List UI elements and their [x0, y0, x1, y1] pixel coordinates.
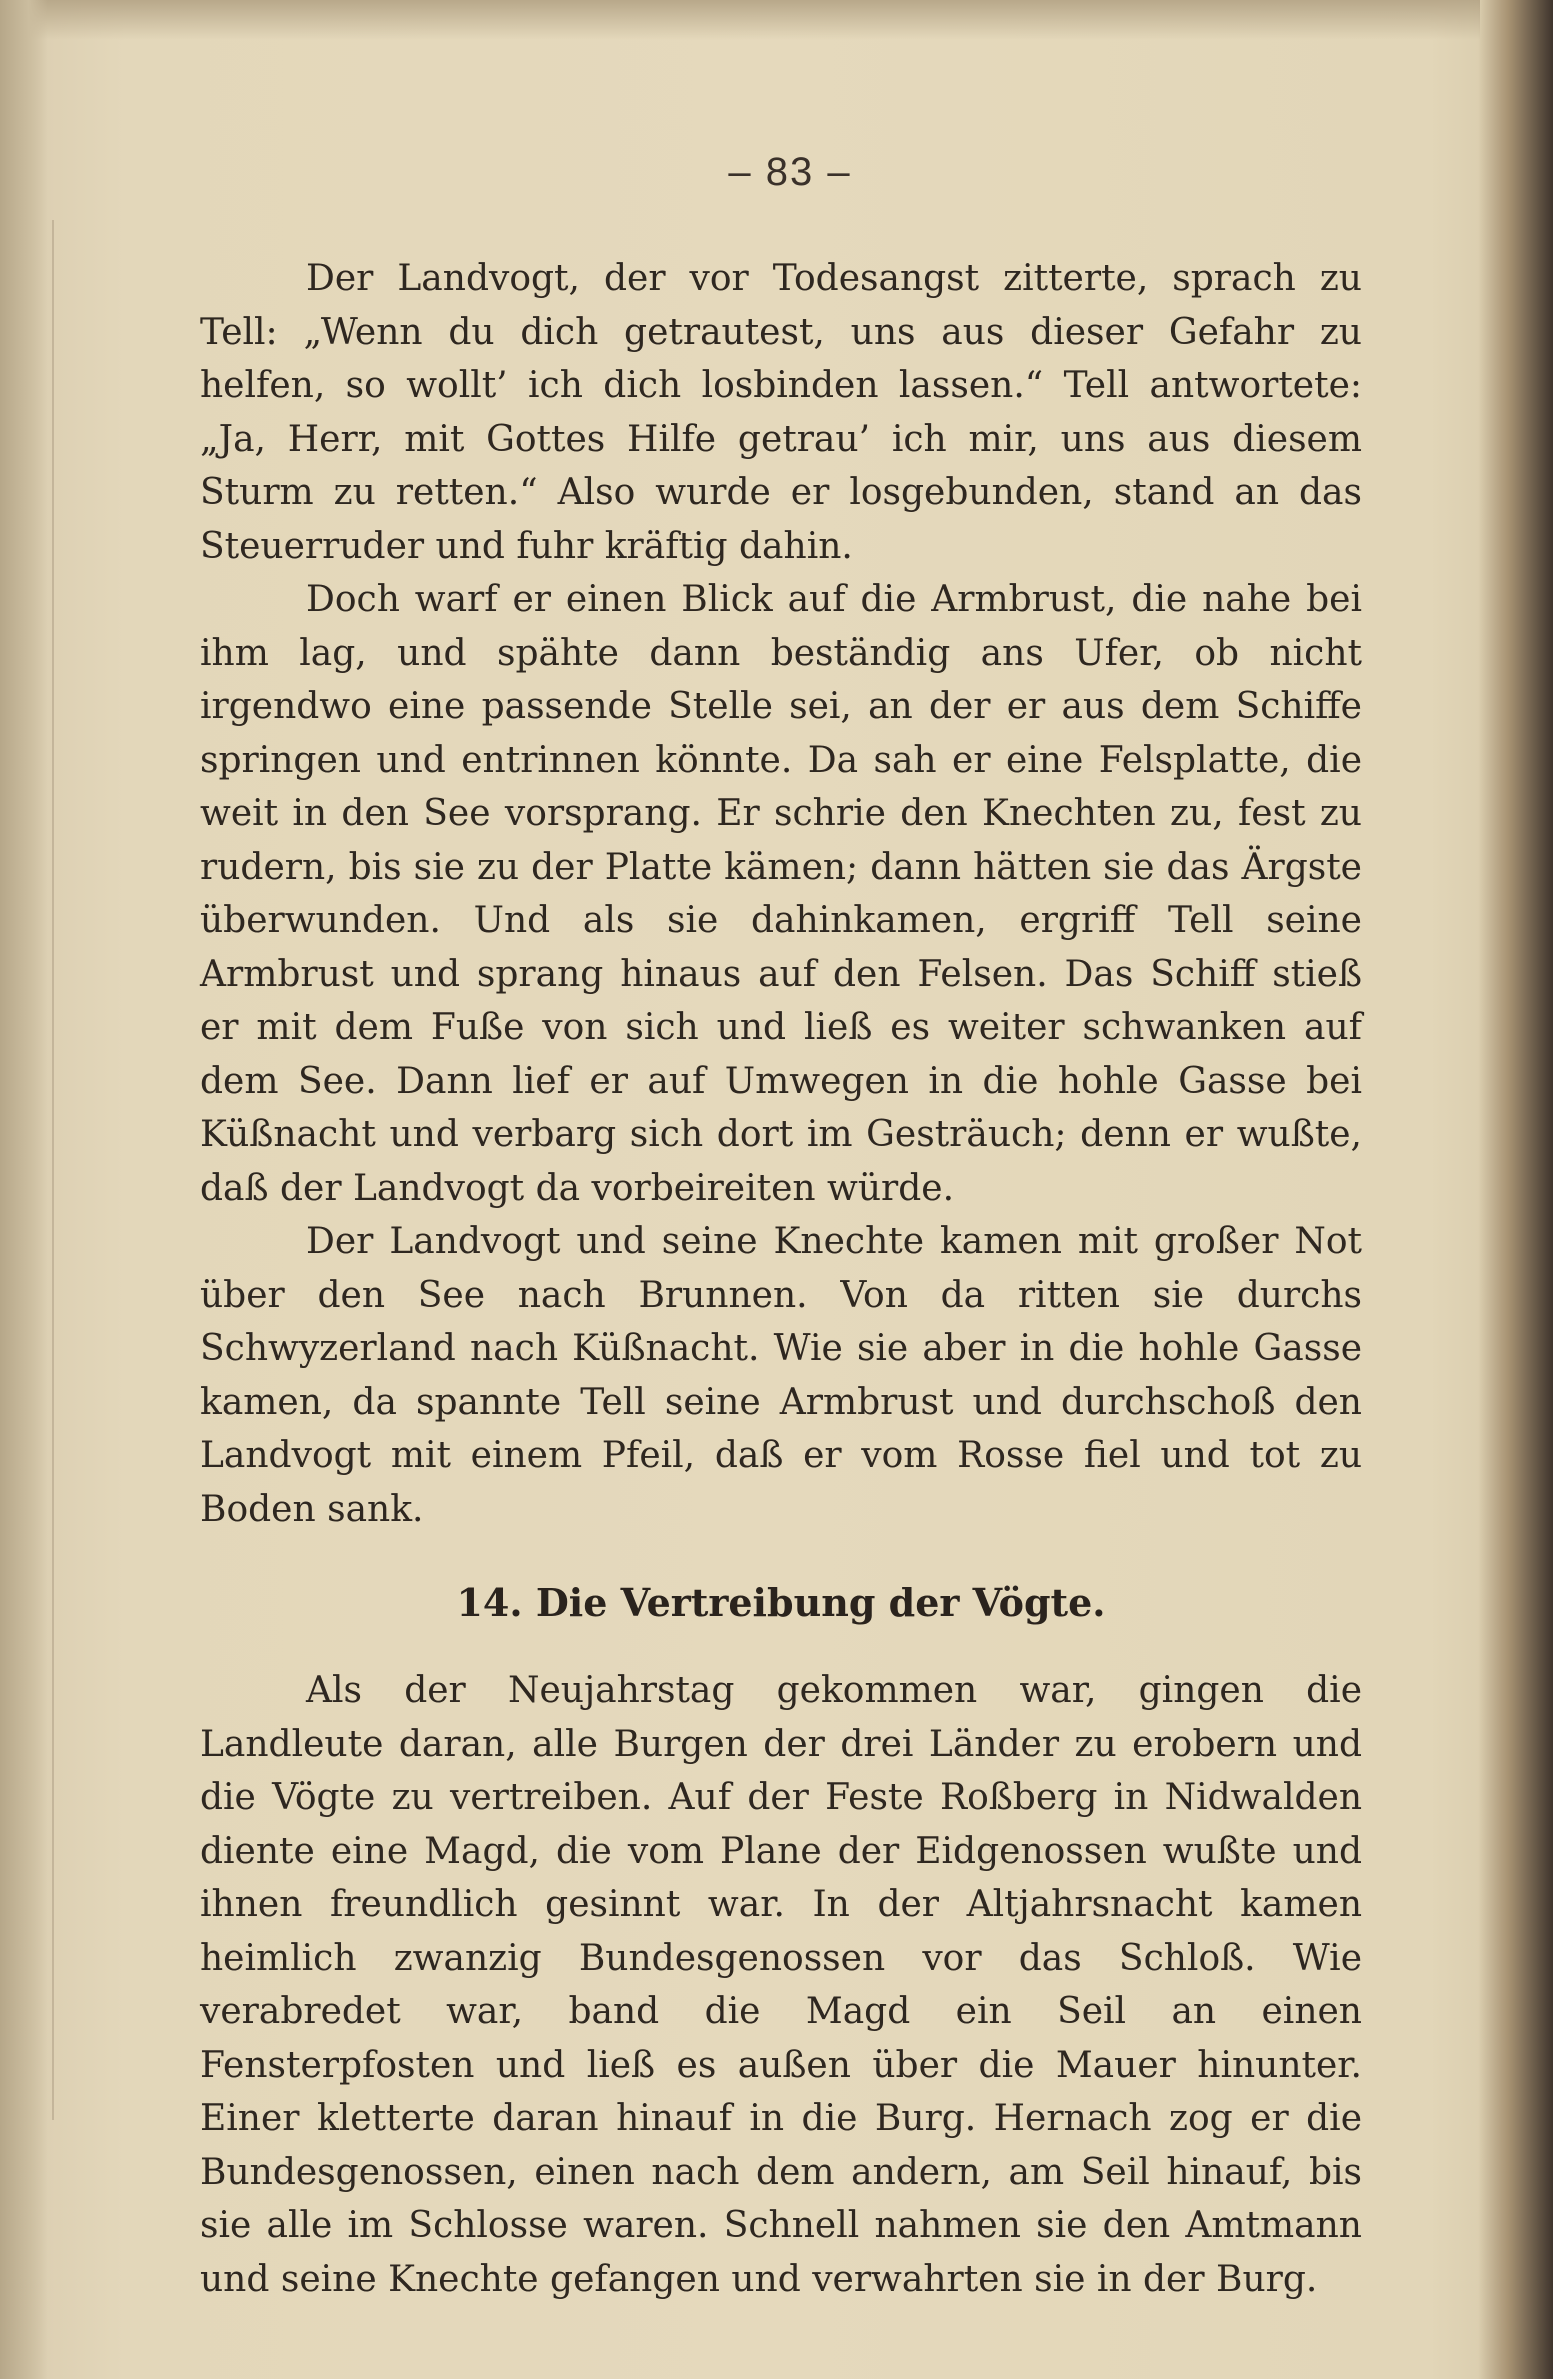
section-heading: 14. Die Vertreibung der Vögte. [456, 1580, 1106, 1625]
body-text [200, 252, 1362, 2306]
paragraph: Als der Neujahrstag gekommen war, gingen die Landleute daran, alle Burgen der drei Länder zu erobern und die Vögte zu vertreiben. Auf der Feste Roßberg in Nidwalden diente eine Magd, die vom Plane der Eidgenossen wußte und ihnen freundlich gesinnt war. In der Altjahrsnacht kamen heimlich zwanzig Bundesgenossen vor das Schloß. Wie verabredet war, band die Magd ein Seil an einen Fensterpfosten und ließ es außen über die Mauer hinunter. Einer kletterte daran hinauf in die Burg. Hernach zog er die Bundesgenossen, einen nach dem andern, am Seil hinauf, bis sie alle im Schlosse waren. Schnell nahmen sie den Amtmann und seine Knechte gefangen und verwahrten sie in der Burg. [200, 1670, 1362, 2300]
binding-crease [52, 220, 54, 2120]
paragraph: Der Landvogt, der vor Todesangst zitterte, sprach zu Tell: „Wenn du dich getrautest, uns aus dieser Gefahr zu helfen, so wollt’ ich dich losbinden lassen.“ Tell antwortete: „Ja, Herr, mit Gottes Hilfe getrau’ ich mir, uns aus diesem Sturm zu retten.“ Also wurde er losgebunden, stand an das Steuerruder und fuhr kräftig dahin. [200, 258, 1362, 567]
paragraph: Der Landvogt und seine Knechte kamen mit großer Not über den See nach Brunnen. Von da ritten sie durchs Schwyzerland nach Küßnacht. Wie sie aber in die hohle Gasse kamen, da spannte Tell seine Armbrust und durchschoß den Landvogt mit einem Pfeil, daß er vom Rosse fiel und tot zu Boden sank. [200, 1221, 1362, 1530]
page-right-edge [1478, 0, 1553, 2379]
page-binding-edge [0, 0, 48, 2379]
page-number: – 83 – [728, 150, 852, 194]
page-top-shadow [0, 0, 1480, 40]
paragraph: Doch warf er einen Blick auf die Armbrust, die nahe bei ihm lag, und spähte dann beständig ans Ufer, ob nicht irgendwo eine passende Stelle sei, an der er aus dem Schiffe springen und entrinnen könnte. Da sah er eine Felsplatte, die weit in den See vorsprang. Er schrie den Knechten zu, fest zu rudern, bis sie zu der Platte kämen; dann hätten sie das Ärgste überwunden. Und als sie dahinkamen, ergriff Tell seine Armbrust und sprang hinaus auf den Felsen. Das Schiff stieß er mit dem Fuße von sich und ließ es weiter schwanken auf dem See. Dann lief er auf Umwegen in die hohle Gasse bei Küßnacht und verbarg sich dort im Gesträuch; denn er wußte, daß der Landvogt da vorbeireiten würde. [200, 579, 1362, 1209]
